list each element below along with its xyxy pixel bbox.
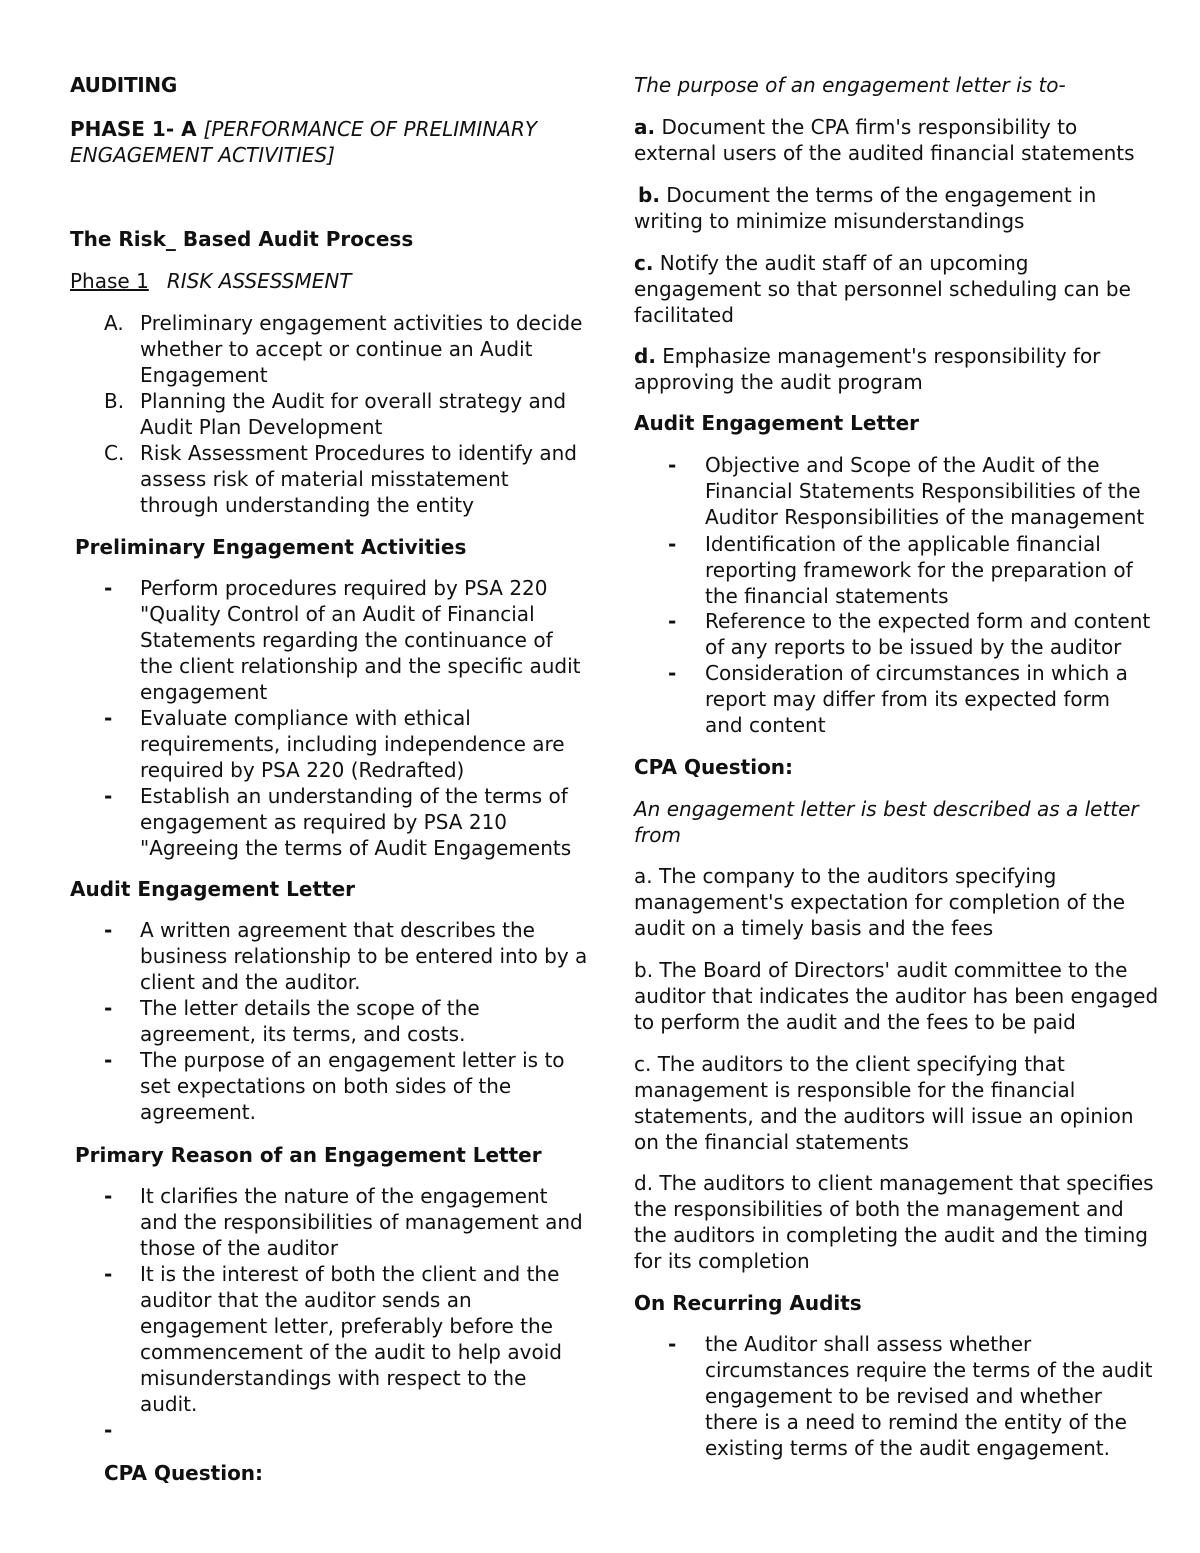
- list-item-line: Risk Assessment Procedures to identify and: [140, 441, 577, 465]
- list-item-line: Establish an understanding of the terms of: [140, 784, 568, 808]
- list-letter: C.: [104, 441, 125, 465]
- cpa-option-line: d. The auditors to client management that specifies: [634, 1171, 1154, 1195]
- list-item-line: there is a need to remind the entity of the: [705, 1410, 1127, 1434]
- bullet-dash: -: [668, 609, 677, 633]
- bullet-dash: -: [104, 1048, 113, 1072]
- purpose-option-line: [634, 114, 1077, 140]
- list-item-line: audit.: [140, 1392, 198, 1416]
- risk-process-heading: The Risk_ Based Audit Process: [70, 227, 414, 251]
- list-item-line: requirements, including independence are: [140, 732, 565, 756]
- list-item-line: A written agreement that describes the: [140, 918, 535, 942]
- list-item-line: commencement of the audit to help avoid: [140, 1340, 562, 1364]
- purpose-option-text: Emphasize management's responsibility for: [655, 344, 1101, 368]
- list-item-line: assess risk of material misstatement: [140, 467, 509, 491]
- list-item-line: Auditor Responsibilities of the management: [705, 505, 1145, 529]
- purpose-option-line: [634, 250, 1028, 276]
- list-item-line: Audit Plan Development: [140, 415, 383, 439]
- cpa-option-line: statements, and the auditors will issue an opinion: [634, 1104, 1134, 1128]
- purpose-option-text: Document the CPA firm's responsibility to: [655, 115, 1078, 139]
- list-item-line: Preliminary engagement activities to decide: [140, 311, 583, 335]
- cpa-option-line: the responsibilities of both the management and: [634, 1197, 1124, 1221]
- recurring-heading: On Recurring Audits: [634, 1291, 862, 1315]
- list-item-line: the financial statements: [705, 584, 949, 608]
- purpose-option-text: Document the terms of the engagement in: [659, 183, 1097, 207]
- list-item-line: and the responsibilities of management and: [140, 1210, 583, 1234]
- purpose-option-letter: b.: [638, 183, 660, 207]
- bullet-dash: -: [668, 661, 677, 685]
- bullet-dash: -: [104, 706, 113, 730]
- list-item-line: whether to accept or continue an Audit: [140, 337, 533, 361]
- purpose-option-letter: c.: [634, 251, 654, 275]
- bullet-dash: -: [104, 1184, 113, 1208]
- ael-heading: Audit Engagement Letter: [70, 877, 356, 901]
- list-item-line: report may differ from its expected form: [705, 687, 1110, 711]
- list-item-line: Perform procedures required by PSA 220: [140, 576, 548, 600]
- cpa-option-line: auditor that indicates the auditor has been engaged: [634, 984, 1159, 1008]
- list-item-line: Financial Statements Responsibilities of the: [705, 479, 1141, 503]
- list-item-line: "Agreeing the terms of Audit Engagements: [140, 836, 572, 860]
- phase1-line: [70, 268, 352, 294]
- purpose-option-line: [638, 182, 1096, 208]
- list-item-line: It clarifies the nature of the engagement: [140, 1184, 548, 1208]
- list-item-line: misunderstandings with respect to the: [140, 1366, 527, 1390]
- purpose-option-line: external users of the audited financial statements: [634, 141, 1135, 165]
- purpose-option-letter: a.: [634, 115, 656, 139]
- list-item-line: Identification of the applicable financial: [705, 532, 1101, 556]
- list-item-line: Consideration of circumstances in which a: [705, 661, 1128, 685]
- purpose-option-line: writing to minimize misunderstandings: [634, 209, 1025, 233]
- list-item-line: agreement, its terms, and costs.: [140, 1022, 466, 1046]
- bullet-dash: -: [104, 918, 113, 942]
- list-item-line: client and the auditor.: [140, 970, 361, 994]
- list-item-line: agreement.: [140, 1100, 257, 1124]
- list-item-line: Engagement: [140, 363, 268, 387]
- list-item-line: engagement as required by PSA 210: [140, 810, 508, 834]
- cpa-option-line: for its completion: [634, 1249, 810, 1273]
- list-item-line: engagement: [140, 680, 268, 704]
- purpose-option-line: facilitated: [634, 303, 734, 327]
- cpa-question-right: CPA Question:: [634, 755, 794, 779]
- primary-heading: Primary Reason of an Engagement Letter: [75, 1143, 542, 1167]
- phase-heading-line1: [70, 116, 537, 142]
- bullet-dash: -: [104, 784, 113, 808]
- cpa-option-line: to perform the audit and the fees to be paid: [634, 1010, 1076, 1034]
- bullet-dash: -: [104, 1262, 113, 1286]
- list-letter: B.: [104, 389, 125, 413]
- list-item-line: those of the auditor: [140, 1236, 339, 1260]
- list-item-line: Evaluate compliance with ethical: [140, 706, 471, 730]
- bullet-dash: -: [668, 532, 677, 556]
- list-item-line: existing terms of the audit engagement.: [705, 1436, 1110, 1460]
- cpa-option-line: the auditors in completing the audit and the timing: [634, 1223, 1148, 1247]
- list-item-line: Statements regarding the continuance of: [140, 628, 553, 652]
- bullet-dash: -: [104, 576, 113, 600]
- list-item-line: the Auditor shall assess whether: [705, 1332, 1032, 1356]
- prelim-heading: Preliminary Engagement Activities: [75, 535, 467, 559]
- cpa-question-left: CPA Question:: [104, 1461, 264, 1485]
- phase-heading-italic-2: ENGAGEMENT ACTIVITIES]: [70, 143, 335, 167]
- cpa-option-line: on the financial statements: [634, 1130, 909, 1154]
- list-item-line: reporting framework for the preparation of: [705, 558, 1133, 582]
- list-letter: A.: [104, 311, 124, 335]
- list-item-line: It is the interest of both the client and the: [140, 1262, 560, 1286]
- list-item-line: Objective and Scope of the Audit of the: [705, 453, 1100, 477]
- list-item-line: engagement letter, preferably before the: [140, 1314, 553, 1338]
- list-item-line: of any reports to be issued by the auditor: [705, 635, 1122, 659]
- list-item-line: and content: [705, 713, 826, 737]
- list-item-line: required by PSA 220 (Redrafted): [140, 758, 465, 782]
- bullet-dash: -: [668, 453, 677, 477]
- list-item-line: The letter details the scope of the: [140, 996, 480, 1020]
- list-item-line: Reference to the expected form and content: [705, 609, 1151, 633]
- list-item-line: business relationship to be entered into by a: [140, 944, 588, 968]
- list-item-line: auditor that the auditor sends an: [140, 1288, 472, 1312]
- cpa-option-line: a. The company to the auditors specifying: [634, 864, 1057, 888]
- phase1-label: Phase 1: [70, 269, 149, 293]
- cpa-question-text-2: from: [634, 823, 681, 847]
- purpose-intro: The purpose of an engagement letter is to-: [634, 73, 1066, 97]
- list-item-line: circumstances require the terms of the audit: [705, 1358, 1153, 1382]
- purpose-option-line: [634, 343, 1100, 369]
- cpa-option-line: c. The auditors to the client specifying that: [634, 1052, 1065, 1076]
- cpa-option-line: audit on a timely basis and the fees: [634, 916, 994, 940]
- phase1-name: RISK ASSESSMENT: [166, 269, 352, 293]
- cpa-option-line: management is responsible for the financial: [634, 1078, 1076, 1102]
- purpose-option-letter: d.: [634, 344, 656, 368]
- cpa-question-text-1: An engagement letter is best described as a letter: [634, 797, 1139, 821]
- purpose-option-line: engagement so that personnel scheduling can be: [634, 277, 1131, 301]
- list-item-line: engagement to be revised and whether: [705, 1384, 1103, 1408]
- phase-heading-italic-1: [PERFORMANCE OF PRELIMINARY: [203, 117, 538, 141]
- cpa-option-line: b. The Board of Directors' audit committee to the: [634, 958, 1128, 982]
- list-item-line: through understanding the entity: [140, 493, 474, 517]
- list-item-line: set expectations on both sides of the: [140, 1074, 512, 1098]
- list-item-line: Planning the Audit for overall strategy and: [140, 389, 567, 413]
- list-item-line: The purpose of an engagement letter is to: [140, 1048, 565, 1072]
- bullet-dash: -: [668, 1332, 677, 1356]
- phase-heading-bold: PHASE 1- A: [70, 117, 204, 141]
- ael2-heading: Audit Engagement Letter: [634, 411, 920, 435]
- purpose-option-line: approving the audit program: [634, 370, 923, 394]
- list-item-line: the client relationship and the specific audit: [140, 654, 581, 678]
- bullet-dash: -: [104, 996, 113, 1020]
- document-title: AUDITING: [70, 73, 177, 97]
- purpose-option-text: Notify the audit staff of an upcoming: [653, 251, 1029, 275]
- empty-bullet: -: [104, 1418, 113, 1442]
- cpa-option-line: management's expectation for completion of the: [634, 890, 1126, 914]
- list-item-line: "Quality Control of an Audit of Financial: [140, 602, 535, 626]
